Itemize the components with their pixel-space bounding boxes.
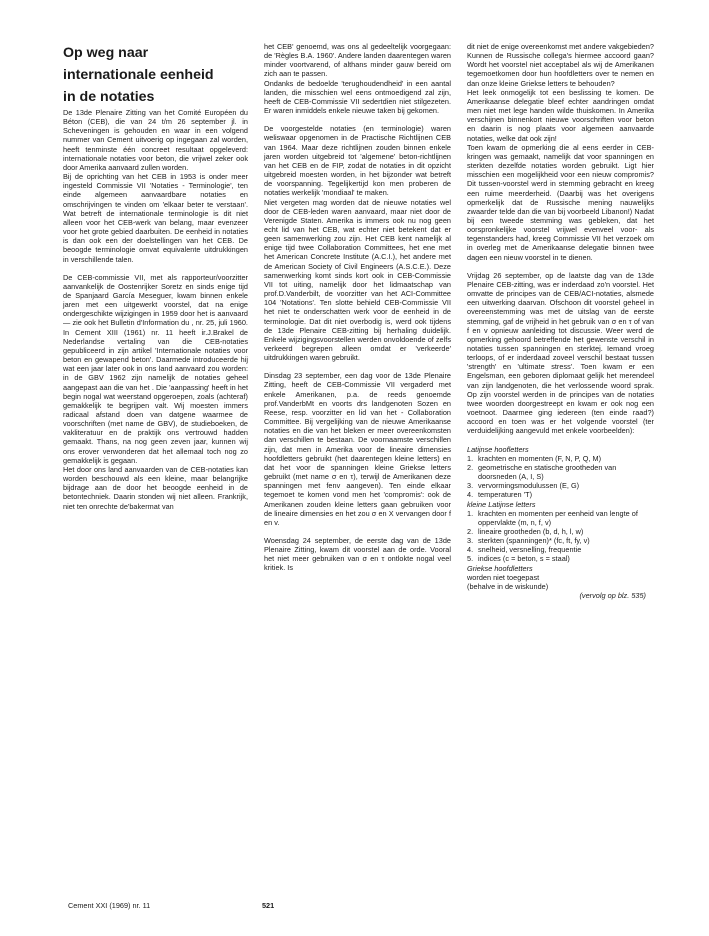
column-1 (63, 42, 248, 511)
col3-para-2: Het leek onmogelijk tot een beslissing te komen. De Amerikaanse delegatie bleef echter aandringen omdat men niet met lege handen wilde thuiskomen. In Amerika verschijnen binnenkort nieuwe voorschriften voor beton en daarin is nog plaats voor algemeen aanvaarde notaties, welke dat ook zijn! (467, 87, 654, 143)
journal-footer: Cement XXI (1969) nr. 11 (68, 901, 151, 910)
column-3 (467, 42, 654, 600)
col1-para-1: De 13de Plenaire Zitting van het Comité Européen du Béton (CEB), die van 24 t/m 26 september jl. in Scheveningen is gehouden en waar in een volgend nummer van Cement uitvoerig op ingegaan zal worden, heeft tenminste één concreet resultaat opgeleverd: internationale notaties voor beton, die vrijwel zeker ook door Amerika aanvaard zullen worden. (63, 108, 248, 172)
title-line-1: Op weg naar (63, 45, 149, 61)
list-item: 2. geometrische en statische grootheden van doorsneden (A, I, S) (467, 462, 617, 482)
article-title (63, 42, 248, 108)
section3-line-2: (behalve in de wiskunde) (467, 581, 549, 591)
list-item: 1. krachten en momenten (F, N, P, Q, M) (467, 453, 602, 463)
col1-para-3: De CEB-commissie VII, met als rapporteur/voorzitter aanvankelijk de Oostenrijker Soretz en sinds enige tijd de Spanjaard García Meseguer, kwam binnen enkele jaren met een uitgewerkt voorstel, dat na enige ondergeschikte wijzigingen in 1959 door het is aanvaard — zie ook het Bulletin d'Information du , nr. 25, juli 1960. In Cement XIII (1961) nr. 11 heeft ir.J.Brakel de Nederlandse vertaling van die CEB-notaties gepubliceerd in zijn artikel 'Internationale notaties voor beton en gewapend beton'. Daarmede introduceerde hij wat een jaar later ook in ons land aanvaard zou worden: in de GBV 1962 zijn namelijk de notaties geheel aangepast aan die van het . Die 'aanpassing' heeft in het begin nogal wat weerstand opgeroepen, zoals (achteraf) gemakkelijk te begrijpen valt. Wij moesten immers radicaal afstand doen van datgene waarmee de voorschriften (met name de GBV), de studieboeken, de vakliteratuur en de praktijk ons vertrouwd hadden gemaakt. Thans, na nog geen zeven jaar, kunnen wij ons erover verwonderen dat het allemaal toch nog zo gemakkelijk is gegaan. (63, 272, 248, 465)
list-item: 1. krachten en momenten per eenheid van lengte of oppervlakte (m, n, f, v) (467, 508, 638, 527)
list-item: 4. snelheid, versnelling, frequentie (467, 545, 582, 555)
page-number: 521 (262, 901, 275, 910)
col2-para-4: Niet vergeten mag worden dat de nieuwe notaties wel door de CEB-leden waren aanvaard, maar niet door de Verenigde Staten. Amerika is immers ook nu nog geen echt lid van het CEB, wat echter niet betekent dat er geen samenwerking zou zijn. Het CEB kent namelijk al enige tijd twee Collaboration Committees, het ene met het American Concrete Institute (A.C.I.), het andere met de American Society of Civil Engineers (A.S.C.E.). Deze samenwerking komt sinds kort ook in CEB-Commissie VII tot uiting, namelijk door het lidmaatschap van prof.D.Vanderbilt, de voorzitter van het ACI-Committee 104 'Notations'. Ten slotte behield CEB-Commissie VII het niet te onderschatten werk voor de eenheid in de terminologie. Dat dit niet overbodig is, werd ook tijdens de 13de Plenaire CEB-zitting bij herhaling duidelijk. Enkele wijzigingsvoorstellen werden onvoldoende of zelfs verkeerd begrepen alleen omdat er 'verkeerde' uitdrukkingen waren gebruikt. (264, 197, 451, 363)
section-title-greek-upper: Griekse hoofdletters (467, 563, 533, 573)
col2-para-6: Woensdag 24 september, de eerste dag van de 13de Plenaire Zitting, kwam dit voorstel aan de orde. Vooral het niet meer gebruiken van σ en τ ontlokte nogal veel kritiek. Is (264, 535, 451, 573)
list-item: 3. sterkten (spanningen)* (fc, ft, fy, v) (467, 536, 590, 546)
col3-para-1: dit niet de enige overeenkomst met andere vakgebieden? Kunnen de Russische collega's hiermee accoord gaan? Wordt het voorstel niet acceptabel als wij de Amerikanen tegemoetkomen door hun hoofdletters over te nemen en dan onze kleine Griekse letters te behouden? (467, 42, 654, 88)
list-item: 5. indices (c = beton, s = staal) (467, 554, 570, 564)
list-item: 4. temperaturen 'T) (467, 490, 533, 500)
col3-para-4: Vrijdag 26 september, op de laatste dag van de 13de Plenaire CEB-zitting, was er inderdaad zo'n voorstel. Het omvatte de principes van de CEB/ACI-notaties, alsmede een uitwerking daarvan. Ofschoon dit voorstel geheel in overeenstemming was met de uitslag van de eerste stemming, gaf de vrijheid in het gebruik van σ en τ of van f en v opnieuw aanleiding tot discussie. Weer werd de opmerking gehoord betreffende het gewenste verschil in notaties tussen spanningen en sterktej. Iemand vroeg terloops, of er inderdaad zoveel verschil bestaat tussen 'strength' en 'ultimate stress'. Toen kwam er een Engelsman, een geboren diplomaat gelijk het merendeel van zijn landgenoten, die het verlossende woord sprak. Op zijn voorstel werden in de principes van de notaties twee woorden doorgestreept en kwam er ook nog een voetnoot. Daarmee ging iedereen (ten einde raad?) accoord en toen was er het volgende voorstel (ter verduidelijking aangevuld met enkele voorbeelden): (467, 270, 654, 436)
col2-para-2: Ondanks de bedoelde 'terughoudendheid' in een aantal landen, die misschien wel eens ontmoedigend zal zijn, heeft de CEB-Commissie VII sedertdien niet stilgezeten. Er waren inmiddels enkele nieuwe taken bij gekomen. (264, 78, 451, 116)
list-item: 3. vervormingsmodulussen (E, G) (467, 481, 580, 491)
col1-para-4: Het door ons land aanvaarden van de CEB-notaties kan worden beschouwd als een kleine, maar belangrijke bijdrage aan de door het beoogde eenheid in de betontechniek. Daarin stonden wij niet alleen. Frankrijk, niet ten onrechte de'bakermat van (63, 464, 248, 511)
list-item: 2. lineaire grootheden (b, d, h, l, w) (467, 526, 584, 536)
title-line-2: internationale eenheid (63, 67, 214, 83)
title-line-3: in de notaties (63, 89, 155, 105)
section-title-latin-upper: Latijnse hoofletters (467, 444, 529, 454)
continued-note: (vervolg op blz. 535) (579, 591, 646, 601)
col2-para-1: het CEB' genoemd, was ons al gedeeltelijk voorgegaan: de 'Règles B.A. 1960'. Andere landen daarentegen waren minder voortvarend, of althans minder gauw bereid om zich aan te passen. (264, 42, 451, 79)
section-title-latin-lower: kleine Latijnse letters (467, 499, 536, 509)
col2-para-3: De voorgestelde notaties (en terminologie) waren weliswaar opgenomen in de Practische Richtlijnen CEB van 1964. Maar deze richtlijnen zouden binnen enkele jaren worden uitgebreid tot 'algemene' beton-richtlijnen van het CEB en de FIP, zodat de notaties in dit opzicht uitgebreid moesten worden, in het bijzonder wat betreft de voorspanning. Tegelijkertijd kon men proberen de notaties werkelijk 'mondiaal' te maken. (264, 124, 451, 198)
column-2 (264, 42, 451, 573)
col3-para-3: Toen kwam de opmerking die al eens eerder in CEB-kringen was gemaakt, namelijk dat voor spanningen en sterkten dezelfde notaties worden gebruikt. Ligt hier misschien een mogelijkheid voor een nieuw compromis? Dit tussen-voorstel werd in stemming gebracht en kreeg een ruime meerderheid. (Daarbij was het overigens opmerkelijk dat de Russische mening nauwelijks zwaarder telde dan die van bij voorbeeld Libanon!) Nadat bij een tweede stemming was gebleken, dat het oorspronkelijke voorstel vrijwel evenveel voor- als tegenstanders had, kreeg Commissie VII het verzoek om in overleg met de Amerikaanse delegatie binnen twee dagen een nieuw voorstel in te dienen. (467, 142, 654, 262)
section3-line-1: worden niet toegepast (467, 572, 540, 582)
col1-para-2: Bij de oprichting van het CEB in 1953 is onder meer ingesteld Commissie VII 'Notaties - Terminologie', ten einde algemeen aanvaardbare notaties en omschrijvingen te vinden om 'elkaar beter te verstaan'. Wat betreft de internationale terminologie is dit niet alleen voor het CEB-werk van belang, maar evenzeer voor het grote gebied daarbuiten. De eenheid in notaties is dan ook een der doelstellingen van het CEB. De beoogde terminologie omvat equivalente uitdrukkingen in verschillende talen. (63, 172, 248, 264)
col2-para-5: Dinsdag 23 september, een dag voor de 13de Plenaire Zitting, heeft de CEB-Commissie VII vergaderd met enkele Amerikanen, p.a. de reeds genoemde prof.VanderbMt en voorts drs landgenoten Sozen en Reese, resp. voorzitter en lid van het - Collaboration Committee. Bij vergelijking van de nieuwe Amerikaanse notaties en die van het bleken er meer overeenkomsten dan verschillen te bestaan. De voornaamste verschillen zijn, dat men in Amerika voor de lineaire dimensies hoofdletters gebruikt (het daarentegen kleine letters) en dat het voor de spanningen kleine Griekse letters gebruikt (met name σ en τ), terwijl de Amerikanen deze spanningen met fenv aangeven). Ten einde elkaar tegemoet te komen vond men het 'compromis': ook de Amerikanen zouden kleine letters gaan gebruiken voor de lineaire dimensies en het zou σ en X vervangen door f en v. (264, 371, 451, 527)
